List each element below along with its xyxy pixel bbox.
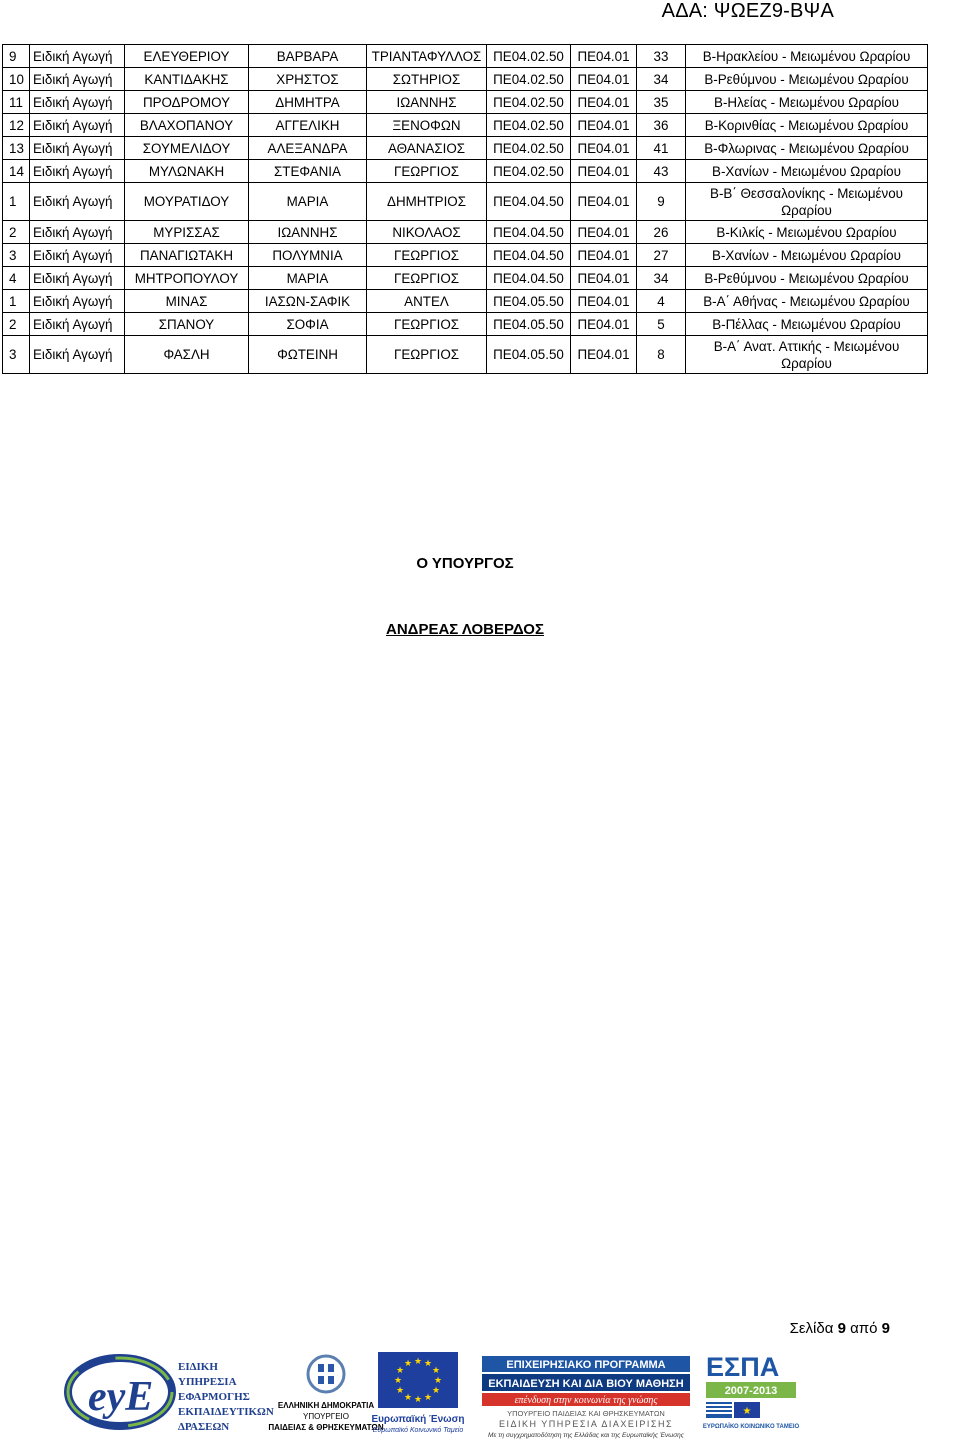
table-row [3, 221, 928, 244]
first-name-cell: ΒΑΡΒΑΡΑ [249, 45, 367, 68]
row-number-cell: 1 [3, 183, 30, 221]
specialty-cell: Ειδική Αγωγή [30, 221, 125, 244]
row-number-cell: 2 [3, 313, 30, 336]
code-b-cell: ΠΕ04.01 [571, 313, 637, 336]
table-row [3, 137, 928, 160]
table-row [3, 183, 928, 221]
code-b-cell: ΠΕ04.01 [571, 114, 637, 137]
specialty-cell: Ειδική Αγωγή [30, 313, 125, 336]
code-a-cell: ΠΕ04.02.50 [487, 160, 571, 183]
svg-text:★: ★ [395, 1366, 405, 1376]
surname-cell: ΜΥΛΩΝΑΚΗ [125, 160, 249, 183]
surname-cell: ΜΙΝΑΣ [125, 290, 249, 313]
code-b-cell: ΠΕ04.01 [571, 244, 637, 267]
code-b-cell: ΠΕ04.01 [571, 137, 637, 160]
table-row [3, 290, 928, 313]
school-cell: Β-Ηλείας - Μειωμένου Ωραρίου [686, 91, 928, 114]
father-name-cell: ΓΕΩΡΓΙΟΣ [367, 336, 487, 374]
signature-name: ΑΝΔΡΕΑΣ ΛΟΒΕΡΔΟΣ [386, 621, 544, 638]
specialty-cell: Ειδική Αγωγή [30, 160, 125, 183]
rank-cell: 4 [637, 290, 686, 313]
rank-cell: 8 [637, 336, 686, 374]
school-cell: Β-Χανίων - Μειωμένου Ωραρίου [686, 160, 928, 183]
first-name-cell: ΠΟΛΥΜΝΙΑ [249, 244, 367, 267]
school-cell: Β-Β΄ Θεσσαλονίκης - Μειωμένου Ωραρίου [686, 183, 928, 221]
rank-cell: 5 [637, 313, 686, 336]
svg-text:eyE: eyE [88, 1374, 154, 1420]
code-b-cell: ΠΕ04.01 [571, 160, 637, 183]
svg-text:ΥΠΟΥΡΓΕΙΟ: ΥΠΟΥΡΓΕΙΟ [303, 1412, 349, 1421]
school-cell: Β-Πέλλας - Μειωμένου Ωραρίου [686, 313, 928, 336]
row-number-cell: 11 [3, 91, 30, 114]
row-number-cell: 4 [3, 267, 30, 290]
first-name-cell: ΧΡΗΣΤΟΣ [249, 68, 367, 91]
row-number-cell: 12 [3, 114, 30, 137]
svg-text:ΥΠΟΥΡΓΕΙΟ ΠΑΙΔΕΙΑΣ ΚΑΙ ΘΡΗΣΚΕΥ: ΥΠΟΥΡΓΕΙΟ ΠΑΙΔΕΙΑΣ ΚΑΙ ΘΡΗΣΚΕΥΜΑΤΩΝ [507, 1409, 665, 1418]
first-name-cell: ΜΑΡΙΑ [249, 267, 367, 290]
school-cell: Β-Κορινθίας - Μειωμένου Ωραρίου [686, 114, 928, 137]
specialty-cell: Ειδική Αγωγή [30, 336, 125, 374]
greek-republic-emblem [268, 1356, 383, 1432]
rank-cell: 26 [637, 221, 686, 244]
surname-cell: ΣΠΑΝΟΥ [125, 313, 249, 336]
rank-cell: 33 [637, 45, 686, 68]
svg-text:ΕΙΔΙΚΗ: ΕΙΔΙΚΗ [178, 1361, 218, 1373]
school-cell: Β-Φλωρινας - Μειωμένου Ωραρίου [686, 137, 928, 160]
surname-cell: ΠΡΟΔΡΟΜΟΥ [125, 91, 249, 114]
code-a-cell: ΠΕ04.02.50 [487, 68, 571, 91]
svg-text:★: ★ [742, 1406, 752, 1417]
svg-text:★: ★ [403, 1359, 413, 1369]
father-name-cell: ΓΕΩΡΓΙΟΣ [367, 313, 487, 336]
table-row [3, 160, 928, 183]
eu-flag [371, 1352, 464, 1434]
first-name-cell: ΙΩΑΝΝΗΣ [249, 221, 367, 244]
row-number-cell: 3 [3, 336, 30, 374]
table-row [3, 114, 928, 137]
svg-text:επένδυση στην κοινωνία της γνώ: επένδυση στην κοινωνία της γνώσης [514, 1395, 658, 1406]
surname-cell: ΣΟΥΜΕΛΙΔΟΥ [125, 137, 249, 160]
specialty-cell: Ειδική Αγωγή [30, 290, 125, 313]
rank-cell: 34 [637, 267, 686, 290]
father-name-cell: ΞΕΝΟΦΩΝ [367, 114, 487, 137]
svg-text:ΠΑΙΔΕΙΑΣ & ΘΡΗΣΚΕΥΜΑΤΩΝ: ΠΑΙΔΕΙΑΣ & ΘΡΗΣΚΕΥΜΑΤΩΝ [268, 1423, 384, 1432]
page-total: 9 [881, 1320, 890, 1337]
rank-cell: 41 [637, 137, 686, 160]
svg-text:★: ★ [393, 1376, 403, 1386]
father-name-cell: ΑΘΑΝΑΣΙΟΣ [367, 137, 487, 160]
svg-text:ΕΥΡΩΠΑΪΚΟ ΚΟΙΝΩΝΙΚΟ ΤΑΜΕΙΟ: ΕΥΡΩΠΑΪΚΟ ΚΟΙΝΩΝΙΚΟ ΤΑΜΕΙΟ [702, 1424, 800, 1430]
father-name-cell: ΑΝΤΕΛ [367, 290, 487, 313]
table-row [3, 336, 928, 374]
svg-text:ΥΠΗΡΕΣΙΑ: ΥΠΗΡΕΣΙΑ [178, 1376, 237, 1388]
specialty-cell: Ειδική Αγωγή [30, 68, 125, 91]
surname-cell: ΜΟΥΡΑΤΙΔΟΥ [125, 183, 249, 221]
row-number-cell: 14 [3, 160, 30, 183]
code-a-cell: ΠΕ04.05.50 [487, 336, 571, 374]
rank-cell: 36 [637, 114, 686, 137]
rank-cell: 35 [637, 91, 686, 114]
school-cell: Β-Α΄ Ανατ. Αττικής - Μειωμένου Ωραρίου [686, 336, 928, 374]
father-name-cell: ΓΕΩΡΓΙΟΣ [367, 244, 487, 267]
first-name-cell: ΣΤΕΦΑΝΙΑ [249, 160, 367, 183]
svg-text:ΕΣΠΑ: ΕΣΠΑ [706, 1352, 780, 1382]
specialty-cell: Ειδική Αγωγή [30, 91, 125, 114]
svg-text:★: ★ [403, 1393, 413, 1403]
father-name-cell: ΤΡΙΑΝΤΑΦΥΛΛΟΣ [367, 45, 487, 68]
code-b-cell: ΠΕ04.01 [571, 183, 637, 221]
svg-text:Ευρωπαϊκό Κοινωνικό Ταμείο: Ευρωπαϊκό Κοινωνικό Ταμείο [372, 1427, 464, 1434]
page-middle: από [850, 1320, 878, 1337]
specialty-cell: Ειδική Αγωγή [30, 137, 125, 160]
svg-text:ΕΚΠΑΙΔΕΥΤΙΚΩΝ: ΕΚΠΑΙΔΕΥΤΙΚΩΝ [178, 1406, 274, 1418]
svg-text:Ευρωπαϊκή Ένωση: Ευρωπαϊκή Ένωση [371, 1414, 465, 1425]
table-row [3, 45, 928, 68]
rank-cell: 34 [637, 68, 686, 91]
footer-logos [0, 1348, 960, 1440]
eye-logo [68, 1358, 274, 1433]
table-row [3, 267, 928, 290]
signature-title: Ο ΥΠΟΥΡΓΟΣ [416, 555, 514, 572]
rank-cell: 9 [637, 183, 686, 221]
table-row [3, 91, 928, 114]
surname-cell: ΕΛΕΥΘΕΡΙΟΥ [125, 45, 249, 68]
code-b-cell: ΠΕ04.01 [571, 336, 637, 374]
code-b-cell: ΠΕ04.01 [571, 45, 637, 68]
row-number-cell: 3 [3, 244, 30, 267]
father-name-cell: ΓΕΩΡΓΙΟΣ [367, 267, 487, 290]
table-row [3, 244, 928, 267]
row-number-cell: 2 [3, 221, 30, 244]
operational-program-logo [482, 1356, 690, 1439]
page-prefix: Σελίδα [789, 1320, 834, 1337]
svg-text:ΔΡΑΣΕΩΝ: ΔΡΑΣΕΩΝ [178, 1421, 230, 1433]
code-b-cell: ΠΕ04.01 [571, 221, 637, 244]
code-a-cell: ΠΕ04.02.50 [487, 91, 571, 114]
first-name-cell: ΙΑΣΩΝ-ΣΑΦΙΚ [249, 290, 367, 313]
rank-cell: 27 [637, 244, 686, 267]
specialty-cell: Ειδική Αγωγή [30, 183, 125, 221]
surname-cell: ΦΑΣΛΗ [125, 336, 249, 374]
school-cell: Β-Ρεθύμνου - Μειωμένου Ωραρίου [686, 267, 928, 290]
specialty-cell: Ειδική Αγωγή [30, 114, 125, 137]
svg-text:ΕΠΙΧΕΙΡΗΣΙΑΚΟ ΠΡΟΓΡΑΜΜΑ: ΕΠΙΧΕΙΡΗΣΙΑΚΟ ΠΡΟΓΡΑΜΜΑ [506, 1359, 666, 1371]
table-row [3, 68, 928, 91]
school-cell: Β-Κιλκίς - Μειωμένου Ωραρίου [686, 221, 928, 244]
table-row [3, 313, 928, 336]
appointments-table [2, 44, 928, 374]
father-name-cell: ΝΙΚΟΛΑΟΣ [367, 221, 487, 244]
code-a-cell: ΠΕ04.04.50 [487, 267, 571, 290]
school-cell: Β-Χανίων - Μειωμένου Ωραρίου [686, 244, 928, 267]
rank-cell: 43 [637, 160, 686, 183]
surname-cell: ΜΗΤΡΟΠΟΥΛΟΥ [125, 267, 249, 290]
svg-text:★: ★ [423, 1393, 433, 1403]
father-name-cell: ΔΗΜΗΤΡΙΟΣ [367, 183, 487, 221]
code-b-cell: ΠΕ04.01 [571, 68, 637, 91]
row-number-cell: 1 [3, 290, 30, 313]
first-name-cell: ΜΑΡΙΑ [249, 183, 367, 221]
school-cell: Β-Ρεθύμνου - Μειωμένου Ωραρίου [686, 68, 928, 91]
svg-text:2007-2013: 2007-2013 [724, 1385, 778, 1397]
surname-cell: ΒΛΑΧΟΠΑΝΟΥ [125, 114, 249, 137]
surname-cell: ΜΥΡΙΣΣΑΣ [125, 221, 249, 244]
svg-text:ΕΛΛΗΝΙΚΗ ΔΗΜΟΚΡΑΤΙΑ: ΕΛΛΗΝΙΚΗ ΔΗΜΟΚΡΑΤΙΑ [277, 1401, 375, 1410]
specialty-cell: Ειδική Αγωγή [30, 267, 125, 290]
svg-text:★: ★ [431, 1366, 441, 1376]
code-b-cell: ΠΕ04.01 [571, 91, 637, 114]
code-a-cell: ΠΕ04.04.50 [487, 183, 571, 221]
father-name-cell: ΓΕΩΡΓΙΟΣ [367, 160, 487, 183]
code-a-cell: ΠΕ04.04.50 [487, 221, 571, 244]
father-name-cell: ΙΩΑΝΝΗΣ [367, 91, 487, 114]
code-a-cell: ΠΕ04.02.50 [487, 45, 571, 68]
first-name-cell: ΔΗΜΗΤΡΑ [249, 91, 367, 114]
ada-code: ΑΔΑ: ΨΩΕΖ9-ΒΨΑ [661, 0, 834, 22]
code-a-cell: ΠΕ04.05.50 [487, 290, 571, 313]
surname-cell: ΠΑΝΑΓΙΩΤΑΚΗ [125, 244, 249, 267]
row-number-cell: 9 [3, 45, 30, 68]
code-a-cell: ΠΕ04.04.50 [487, 244, 571, 267]
row-number-cell: 13 [3, 137, 30, 160]
svg-text:★: ★ [431, 1386, 441, 1396]
code-a-cell: ΠΕ04.02.50 [487, 114, 571, 137]
specialty-cell: Ειδική Αγωγή [30, 45, 125, 68]
svg-text:ΕΦΑΡΜΟΓΗΣ: ΕΦΑΡΜΟΓΗΣ [178, 1391, 250, 1403]
svg-text:★: ★ [433, 1376, 443, 1386]
svg-text:ΕΚΠΑΙΔΕΥΣΗ ΚΑΙ ΔΙΑ ΒΙΟΥ ΜΑΘΗΣΗ: ΕΚΠΑΙΔΕΥΣΗ ΚΑΙ ΔΙΑ ΒΙΟΥ ΜΑΘΗΣΗ [488, 1378, 684, 1390]
code-b-cell: ΠΕ04.01 [571, 290, 637, 313]
school-cell: Β-Α΄ Αθήνας - Μειωμένου Ωραρίου [686, 290, 928, 313]
surname-cell: ΚΑΝΤΙΔΑΚΗΣ [125, 68, 249, 91]
father-name-cell: ΣΩΤΗΡΙΟΣ [367, 68, 487, 91]
code-a-cell: ΠΕ04.02.50 [487, 137, 571, 160]
first-name-cell: ΦΩΤΕΙΝΗ [249, 336, 367, 374]
svg-text:Με τη συγχρηματοδότηση της Ελλ: Με τη συγχρηματοδότηση της Ελλάδας και της Ευρωπαϊκής Ένωσης [488, 1432, 684, 1439]
first-name-cell: ΑΛΕΞΑΝΔΡΑ [249, 137, 367, 160]
svg-text:★: ★ [413, 1357, 423, 1367]
svg-text:★: ★ [423, 1359, 433, 1369]
row-number-cell: 10 [3, 68, 30, 91]
first-name-cell: ΣΟΦΙΑ [249, 313, 367, 336]
code-b-cell: ΠΕ04.01 [571, 267, 637, 290]
specialty-cell: Ειδική Αγωγή [30, 244, 125, 267]
espa-logo [703, 1352, 800, 1430]
page-number [790, 1320, 890, 1337]
code-a-cell: ΠΕ04.05.50 [487, 313, 571, 336]
school-cell: Β-Ηρακλείου - Μειωμένου Ωραρίου [686, 45, 928, 68]
svg-text:★: ★ [395, 1386, 405, 1396]
page-current: 9 [837, 1320, 846, 1337]
svg-text:ΕΙΔΙΚΗ ΥΠΗΡΕΣΙΑ ΔΙΑΧΕΙΡΙΣΗΣ: ΕΙΔΙΚΗ ΥΠΗΡΕΣΙΑ ΔΙΑΧΕΙΡΙΣΗΣ [498, 1419, 674, 1429]
first-name-cell: ΑΓΓΕΛΙΚΗ [249, 114, 367, 137]
svg-text:★: ★ [413, 1395, 423, 1405]
